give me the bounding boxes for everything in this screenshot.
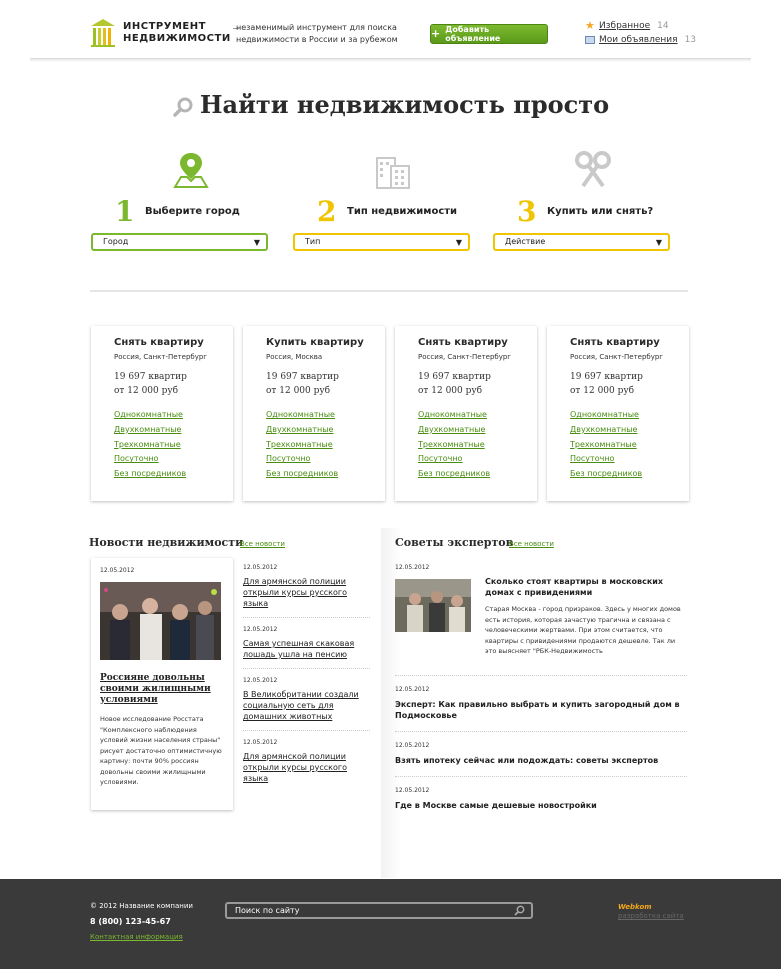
logo-icon [90, 18, 116, 48]
my-ads-link[interactable]: Мои объявления [599, 35, 678, 45]
city-select-value: Город [103, 237, 129, 246]
card-link[interactable]: Без посредников [266, 469, 339, 479]
card-link[interactable]: Трехкомнатные [570, 439, 637, 449]
expert-date: 12.05.2012 [395, 742, 430, 749]
logo[interactable] [90, 18, 231, 48]
chevron-down-icon: ▼ [455, 238, 462, 247]
news-list [243, 564, 370, 800]
favorites-count: 14 [657, 21, 669, 31]
ads-icon [585, 36, 595, 44]
card-count: 19 697 квартир [114, 372, 187, 382]
news-link[interactable]: Для армянской полиции открыли курсы русского языка [243, 752, 347, 783]
card-stats [266, 370, 385, 398]
offer-card [547, 326, 689, 501]
news-date: 12.05.2012 [243, 677, 278, 684]
expert-feature-title[interactable]: Сколько стоят квартиры в московских домах с привидениями [485, 577, 664, 597]
card-link[interactable]: Трехкомнатные [266, 439, 333, 449]
list-item [395, 686, 687, 732]
card-city: Россия, Санкт-Петербург [418, 353, 511, 361]
step-number: 3 [517, 195, 537, 228]
card-link[interactable]: Двухкомнатные [570, 424, 638, 434]
news-feature[interactable] [91, 558, 233, 810]
card-links [418, 408, 537, 482]
my-ads-row [585, 33, 696, 47]
news-date: 12.05.2012 [243, 739, 278, 746]
logo-line2: НЕДВИЖИМОСТИ [123, 33, 231, 44]
star-icon: ★ [585, 19, 595, 32]
city-select[interactable] [91, 233, 268, 251]
expert-feature-text: Старая Москва - город призраков. Здесь у многих домов есть история, которая зачастую трагична и связана с человеческими жертвами. При этом считается, что квартиры с привидениями продаются дешевле. Так ли это выясняет "РБК-Недвижимость [485, 605, 681, 655]
card-price: от 12 000 руб [570, 386, 635, 396]
all-news-link[interactable]: Все новости [240, 540, 285, 548]
expert-link[interactable]: Эксперт: Как правильно выбрать и купить загородный дом в Подмосковье [395, 700, 680, 720]
my-ads-count: 13 [684, 35, 697, 45]
card-link[interactable]: Двухкомнатные [418, 424, 486, 434]
logo-text [123, 21, 231, 45]
logo-line1: ИНСТРУМЕНТ [123, 21, 206, 32]
card-link[interactable]: Без посредников [570, 469, 643, 479]
site-search-input[interactable] [225, 902, 533, 919]
news-feature-text: Новое исследование Росстата "Комплексного наблюдения условий жизни населения страны" рисует достаточно оптимистичную картину: почти 90% россиян довольны своими жилищными условиями. [100, 715, 222, 786]
expert-link[interactable]: Взять ипотеку сейчас или подождать: советы экспертов [395, 756, 659, 765]
list-item [395, 787, 687, 821]
news-title: Новости недвижимости [89, 536, 244, 549]
experts-title: Советы экспертов [395, 536, 514, 549]
search-icon [172, 96, 194, 118]
card-stats [114, 370, 233, 398]
news-link[interactable]: Для армянской полиции открыли курсы русского языка [243, 577, 347, 608]
add-listing-label: Добавить объявление [445, 25, 501, 43]
card-link[interactable]: Посуточно [418, 454, 463, 464]
list-item [395, 564, 687, 676]
card-link[interactable]: Двухкомнатные [114, 424, 182, 434]
add-listing-button[interactable] [430, 24, 548, 44]
hero-title-text: Найти недвижимость просто [199, 90, 610, 119]
step-label: Выберите город [145, 206, 240, 217]
offer-card [91, 326, 233, 501]
favorites-link[interactable]: Избранное [599, 21, 651, 31]
card-links [114, 408, 233, 482]
search-placeholder: Поиск по сайту [235, 906, 300, 915]
action-select-value: Действие [505, 237, 546, 246]
buildings-icon [373, 150, 413, 190]
header [0, 0, 781, 62]
hero-title [0, 90, 781, 119]
card-link[interactable]: Посуточно [266, 454, 311, 464]
card-link[interactable]: Посуточно [570, 454, 615, 464]
contact-link[interactable]: Контактная информация [90, 933, 183, 941]
card-price: от 12 000 руб [114, 386, 179, 396]
card-link[interactable]: Однокомнатные [570, 410, 639, 419]
card-count: 19 697 квартир [418, 372, 491, 382]
list-item [243, 626, 370, 669]
expert-link[interactable]: Где в Москве самые дешевые новостройки [395, 801, 597, 810]
step-action [493, 150, 673, 260]
card-link[interactable]: Посуточно [114, 454, 159, 464]
map-pin-icon [171, 150, 211, 190]
card-title: Снять квартиру [114, 337, 204, 348]
card-link[interactable]: Трехкомнатные [114, 439, 181, 449]
step-city [91, 150, 271, 260]
experts-list [395, 564, 687, 831]
expert-date: 12.05.2012 [395, 564, 430, 571]
chevron-down-icon: ▼ [253, 238, 260, 247]
offer-card [395, 326, 537, 501]
card-link[interactable]: Однокомнатные [266, 410, 335, 419]
user-links [585, 19, 696, 47]
news-date: 12.05.2012 [243, 626, 278, 633]
plus-icon: + [431, 27, 441, 40]
phone: 8 (800) 123-45-67 [90, 917, 171, 926]
expert-photo [395, 579, 471, 632]
step-label: Тип недвижимости [347, 206, 458, 217]
favorites-row [585, 19, 696, 33]
card-stats [570, 370, 689, 398]
developer-link[interactable]: разработка сайта [618, 912, 684, 920]
card-city: Россия, Санкт-Петербург [570, 353, 663, 361]
card-links [570, 408, 689, 482]
card-city: Россия, Санкт-Петербург [114, 353, 207, 361]
news-date: 12.05.2012 [243, 564, 278, 571]
card-link[interactable]: Однокомнатные [418, 410, 487, 419]
tagline: незаменимый инструмент для поиска недвижимости в России и за рубежом [236, 23, 398, 44]
step-number: 1 [115, 195, 135, 228]
news-date: 12.05.2012 [100, 567, 135, 574]
card-price: от 12 000 руб [418, 386, 483, 396]
list-item [243, 677, 370, 731]
expert-date: 12.05.2012 [395, 787, 430, 794]
step-type [293, 150, 473, 260]
card-title: Снять квартиру [570, 337, 660, 348]
card-count: 19 697 квартир [570, 372, 643, 382]
card-count: 19 697 квартир [266, 372, 339, 382]
news-link[interactable]: В Великобритании создали социальную сеть для домашних животных [243, 690, 359, 721]
card-title: Снять квартиру [418, 337, 508, 348]
copyright: © 2012 Название компании [90, 902, 193, 910]
developer-brand[interactable]: Webkom [618, 903, 652, 911]
section-divider [90, 290, 688, 292]
list-item [243, 564, 370, 618]
header-divider [30, 58, 751, 62]
step-label: Купить или снять? [547, 206, 654, 217]
card-links [266, 408, 385, 482]
offer-card [243, 326, 385, 501]
card-title: Купить квартиру [266, 337, 364, 348]
type-select[interactable] [293, 233, 470, 251]
card-city: Россия, Москва [266, 353, 323, 361]
all-experts-link[interactable]: Все новости [509, 540, 554, 548]
news-feature-title[interactable]: Россияне довольны своими жилищными условиями [100, 673, 211, 705]
news-link[interactable]: Самая успешная скаковая лошадь ушла на пенсию [243, 639, 355, 659]
card-link[interactable]: Двухкомнатные [266, 424, 334, 434]
action-select[interactable] [493, 233, 670, 251]
card-link[interactable]: Без посредников [418, 469, 491, 479]
keys-icon [573, 150, 613, 190]
card-link[interactable]: Без посредников [114, 469, 187, 479]
expert-date: 12.05.2012 [395, 686, 430, 693]
step-number: 2 [317, 195, 337, 228]
type-select-value: Тип [305, 237, 321, 246]
chevron-down-icon: ▼ [655, 238, 662, 247]
card-link[interactable]: Трехкомнатные [418, 439, 485, 449]
card-link[interactable]: Однокомнатные [114, 410, 183, 419]
search-icon[interactable] [514, 905, 525, 916]
list-item [243, 739, 370, 792]
news-photo [100, 582, 221, 660]
list-item [395, 742, 687, 777]
footer [0, 879, 781, 969]
card-price: от 12 000 руб [266, 386, 331, 396]
card-stats [418, 370, 537, 398]
